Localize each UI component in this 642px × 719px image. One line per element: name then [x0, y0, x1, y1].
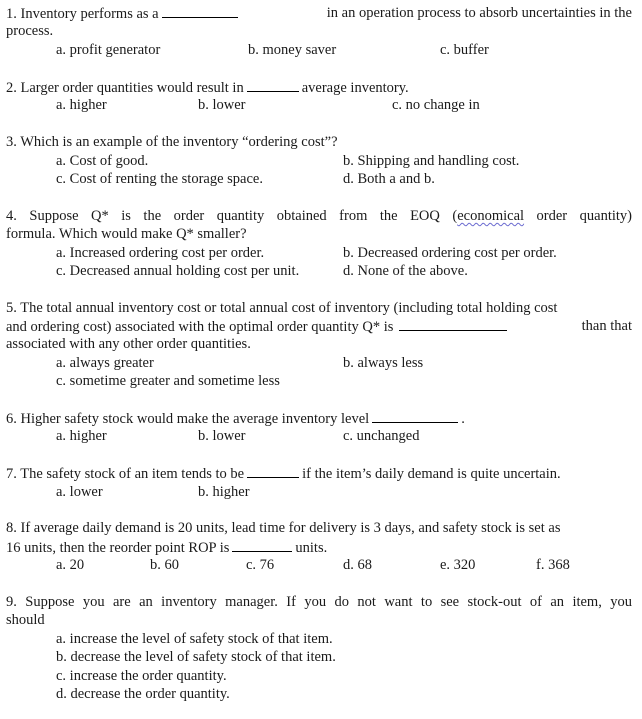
- q9-option-c[interactable]: c. increase the order quantity.: [56, 668, 227, 684]
- q4-spellcheck-word: economical: [457, 208, 525, 224]
- q8-option-b[interactable]: b. 60: [150, 557, 179, 573]
- q8-option-f[interactable]: f. 368: [536, 557, 570, 573]
- q8-text-line2a: 16 units, then the reorder point ROP is: [6, 540, 230, 556]
- q1-answer-blank[interactable]: [162, 5, 238, 18]
- q4-text-line1a: 4. Suppose Q* is the order quantity obtained from the EOQ (: [6, 208, 458, 224]
- q4-stem-line1: [6, 208, 632, 225]
- q8-stem-line2: [6, 539, 327, 557]
- q9-option-b[interactable]: b. decrease the level of safety stock of that item.: [56, 649, 336, 665]
- q2-text-part1: 2. Larger order quantities would result in: [6, 80, 244, 96]
- q4-option-c[interactable]: c. Decreased annual holding cost per unit.: [56, 263, 300, 279]
- q2-answer-blank[interactable]: [247, 79, 299, 92]
- q8-option-d[interactable]: d. 68: [343, 557, 372, 573]
- q5-option-c[interactable]: c. sometime greater and sometime less: [56, 373, 280, 389]
- q9-option-a[interactable]: a. increase the level of safety stock of that item.: [56, 631, 333, 647]
- q5-text-line2a: and ordering cost) associated with the optimal order quantity Q* is: [6, 319, 394, 335]
- q3-option-b[interactable]: b. Shipping and handling cost.: [343, 153, 520, 169]
- q8-option-a[interactable]: a. 20: [56, 557, 85, 573]
- q1-text-part2: in an operation process to absorb uncertainties in the: [326, 5, 632, 21]
- q4-text-line1c: order quantity): [524, 208, 632, 224]
- q1-text-line2: process.: [6, 23, 54, 39]
- q3-option-a[interactable]: a. Cost of good.: [56, 153, 149, 169]
- q7-answer-blank[interactable]: [247, 465, 299, 478]
- q1-stem: [6, 5, 632, 23]
- q8-option-e[interactable]: e. 320: [440, 557, 476, 573]
- q8-option-c[interactable]: c. 76: [246, 557, 275, 573]
- q1-text-part1: 1. Inventory performs as a: [6, 6, 159, 22]
- q1-option-b[interactable]: b. money saver: [248, 42, 337, 58]
- q5-option-a[interactable]: a. always greater: [56, 355, 154, 371]
- q3-stem: 3. Which is an example of the inventory “ordering cost”?: [6, 134, 338, 150]
- q5-stem-line2: [6, 318, 632, 336]
- q3-option-d[interactable]: d. Both a and b.: [343, 171, 435, 187]
- q2-text-part2: average inventory.: [301, 80, 409, 96]
- q1-option-c[interactable]: c. buffer: [440, 42, 489, 58]
- q6-option-b[interactable]: b. lower: [198, 428, 246, 444]
- q9-option-d[interactable]: d. decrease the order quantity.: [56, 686, 230, 702]
- q6-text: 6. Higher safety stock would make the average inventory level: [6, 411, 370, 427]
- q6-stem: [6, 410, 465, 428]
- q8-answer-blank[interactable]: [232, 539, 292, 552]
- q6-option-c[interactable]: c. unchanged: [343, 428, 420, 444]
- q9-stem-line1: 9. Suppose you are an inventory manager. If you do not want to see stock-out of an item, you: [6, 594, 632, 610]
- q7-option-b[interactable]: b. higher: [198, 484, 250, 500]
- q2-option-c[interactable]: c. no change in: [392, 97, 480, 113]
- q1-option-a[interactable]: a. profit generator: [56, 42, 161, 58]
- q5-stem-line3: associated with any other order quantities.: [6, 336, 251, 352]
- q3-option-c[interactable]: c. Cost of renting the storage space.: [56, 171, 263, 187]
- q5-answer-blank[interactable]: [399, 318, 507, 331]
- q7-option-a[interactable]: a. lower: [56, 484, 103, 500]
- q6-answer-blank[interactable]: [372, 410, 458, 423]
- q4-stem-line2: formula. Which would make Q* smaller?: [6, 226, 247, 242]
- q9-stem-line2: should: [6, 612, 45, 628]
- q5-option-b[interactable]: b. always less: [343, 355, 424, 371]
- q2-option-b[interactable]: b. lower: [198, 97, 246, 113]
- q6-option-a[interactable]: a. higher: [56, 428, 107, 444]
- q4-option-b[interactable]: b. Decreased ordering cost per order.: [343, 245, 557, 261]
- q5-text-line2b: than that: [581, 318, 632, 334]
- q2-stem: [6, 79, 409, 97]
- q7-text-part2: if the item’s daily demand is quite uncertain.: [302, 466, 561, 482]
- q5-stem-line1: 5. The total annual inventory cost or total annual cost of inventory (including total holding cost: [6, 300, 558, 316]
- q8-text-line2b: units.: [295, 540, 328, 556]
- q8-stem-line1: 8. If average daily demand is 20 units, lead time for delivery is 3 days, and safety stock is set as: [6, 520, 561, 536]
- q6-text-end: .: [461, 411, 465, 427]
- q7-text-part1: 7. The safety stock of an item tends to be: [6, 466, 245, 482]
- q2-option-a[interactable]: a. higher: [56, 97, 107, 113]
- q4-option-a[interactable]: a. Increased ordering cost per order.: [56, 245, 265, 261]
- q7-stem: [6, 465, 561, 483]
- q4-option-d[interactable]: d. None of the above.: [343, 263, 468, 279]
